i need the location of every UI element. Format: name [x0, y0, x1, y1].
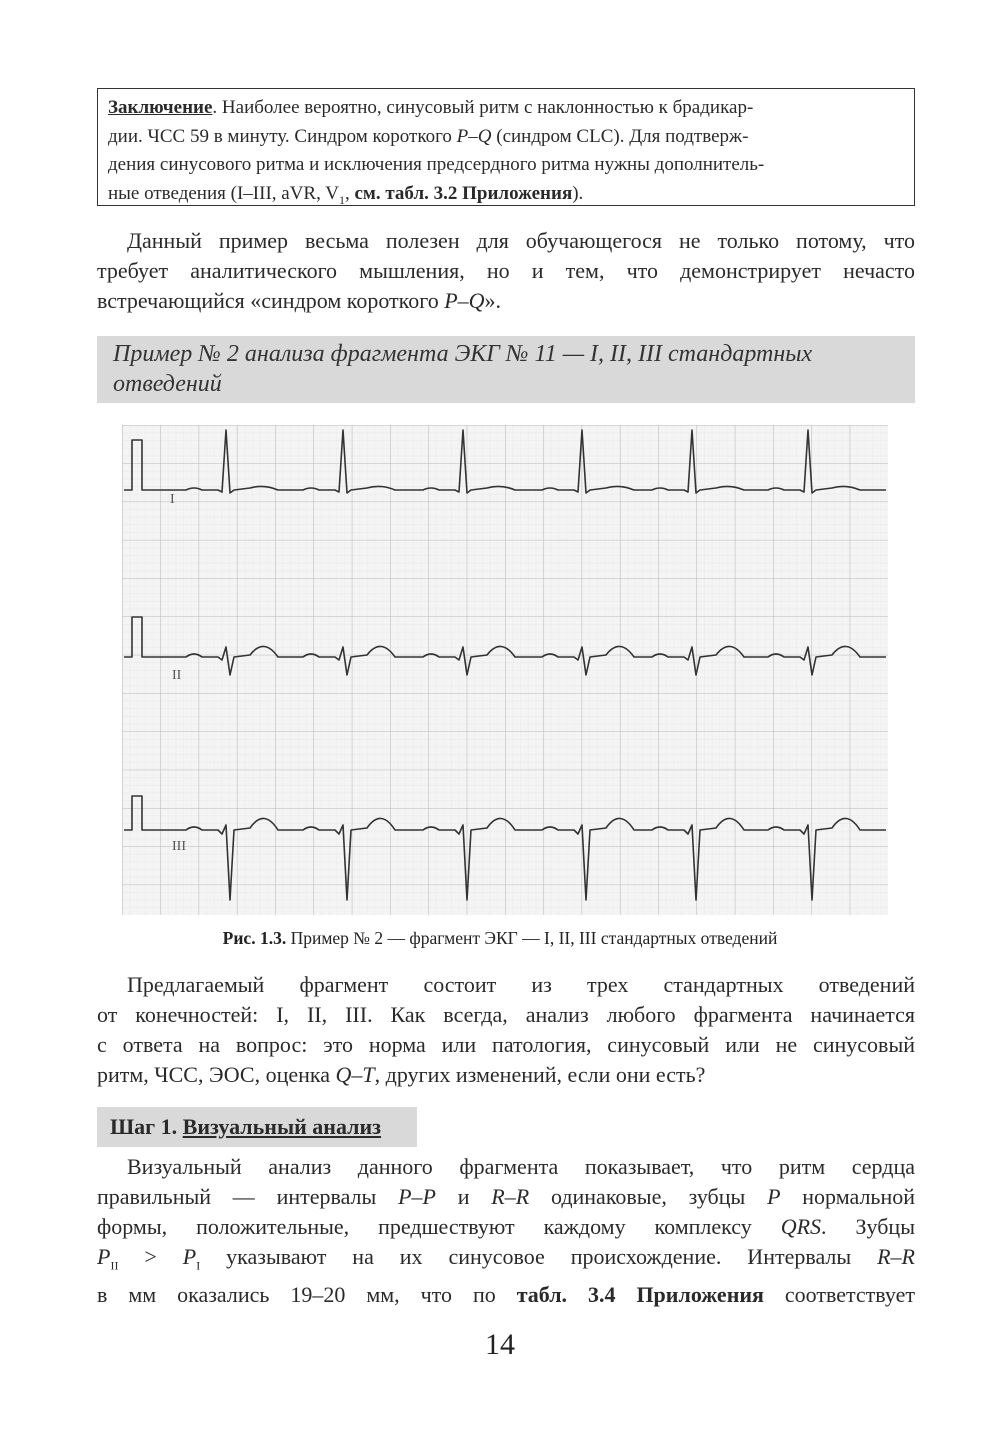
ecg-figure: [122, 425, 888, 915]
step-1-title: Шаг 1. Визуальный анализ: [97, 1107, 417, 1147]
conclusion-box: Заключение. Наиболее вероятно, синусовый ритм с наклонностью к брадикар- дии. ЧСС 59 в минуту. Синдром короткого P–Q (синдром CLC). Для подтверж- дения синусового ритма и исключения предсердного ритма нужны дополнитель- ные отведения (I–III, aVR, $V_1$, см. табл. 3.2 Приложения).: [97, 88, 915, 206]
intro-paragraph: Данный пример весьма полезен для обучающегося не только потому, что требует аналитического мышления, но и тем, что демонстрирует нечасто встречающийся «синдром короткого P–Q».: [97, 228, 915, 313]
paragraph-2: Предлагаемый фрагмент состоит из трех стандартных отведений от конечностей: I, II, III. Как всегда, анализ любого фрагмента начинается с ответа на вопрос: это норма или патология, синусовый или не синусовый ритм, ЧСС, ЭОС, оценка Q–T, других изменений, если они есть?: [97, 972, 915, 1087]
figure-caption: Рис. 1.3. Пример № 2 — фрагмент ЭКГ — I, II, III стандартных отведений: [222, 928, 778, 948]
lead-label-I: I: [170, 492, 175, 507]
lead-label-II: II: [172, 668, 182, 683]
paragraph-3: Визуальный анализ данного фрагмента показывает, что ритм сердца правильный — интервалы P–P и R–R одинаковые, зубцы P нормальной формы, положительные, предшествуют каждому комплексу QRS. Зубцы $P_{II} > P_I$ указывают на их синусовое происхождение. Интервалы R–R в мм оказались 19–20 мм, что по табл. 3.4 Приложения соответствует: [97, 1154, 916, 1308]
lead-label-III: III: [172, 839, 186, 854]
conclusion-label: Заключение: [108, 97, 213, 118]
example-header: Пример № 2 анализа фрагмента ЭКГ № 11 — I, II, III стандартных отведений: [97, 336, 915, 403]
page-number: 14: [485, 1328, 515, 1361]
